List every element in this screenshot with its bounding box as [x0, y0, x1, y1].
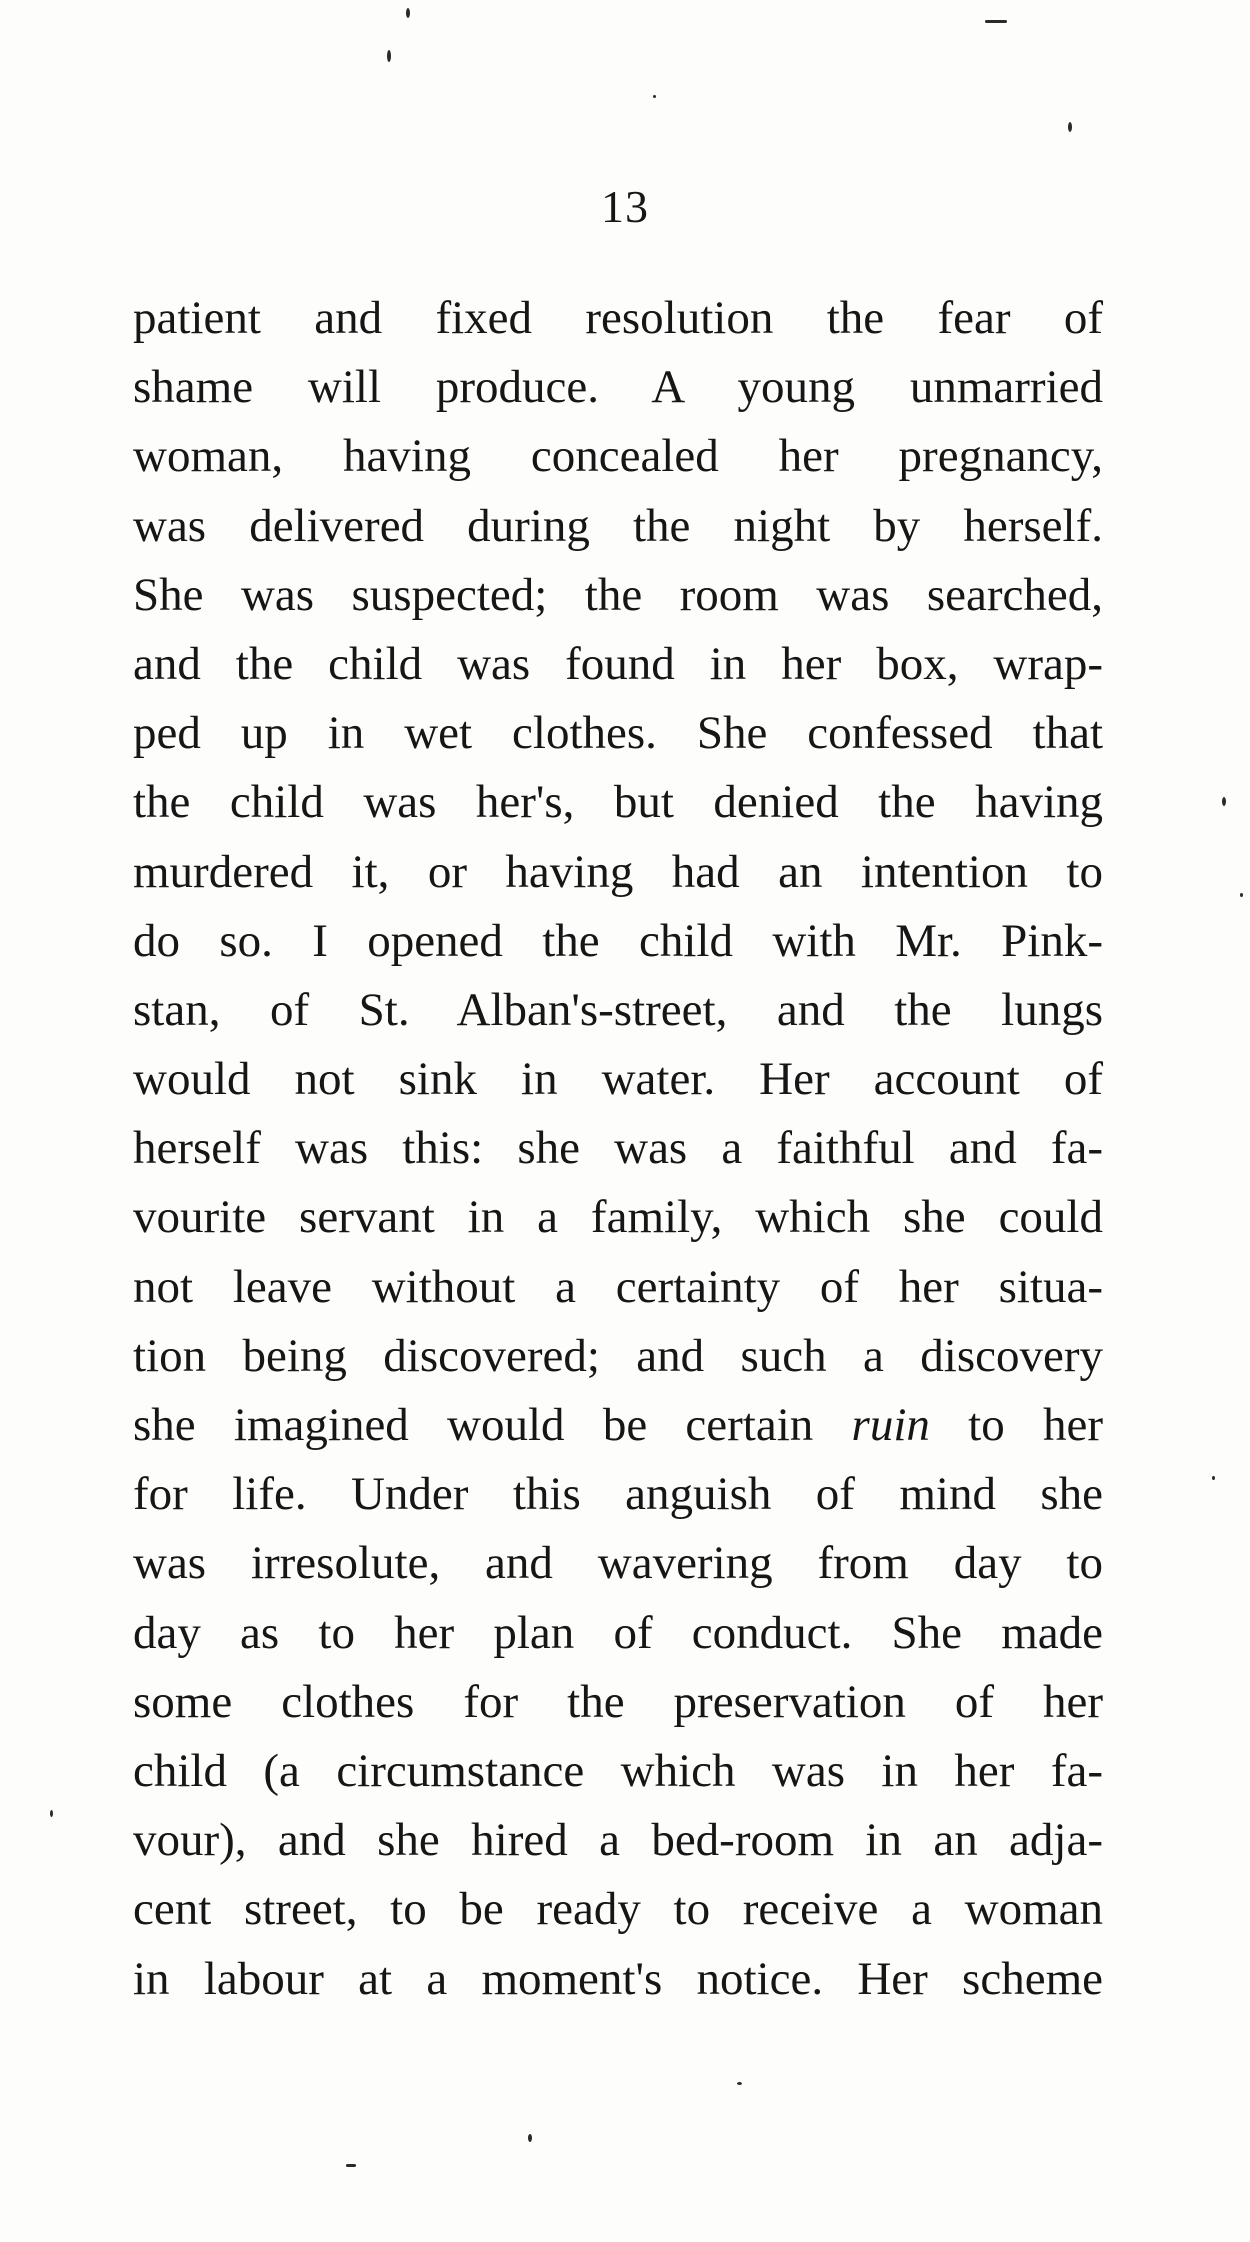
text-line: for life. Under this anguish of mind she [133, 1468, 1103, 1521]
text-line: murdered it, or having had an intention to [133, 845, 1103, 898]
text-line-with-italic [133, 1391, 1103, 1460]
italic-word: ruin [851, 1399, 930, 1451]
text-line: child (a circumstance which was in her fa- [133, 1744, 1103, 1797]
text-line: would not sink in water. Her account of [133, 1053, 1103, 1106]
text-line: was irresolute, and wavering from day to [133, 1537, 1103, 1590]
text-line: patient and fixed resolution the fear of [133, 292, 1103, 344]
paper-speck [1222, 797, 1226, 806]
body-text [133, 284, 1103, 2014]
text-line: ped up in wet clothes. She confessed that [133, 707, 1103, 760]
paper-speck [985, 20, 1007, 23]
paper-speck [1240, 893, 1243, 897]
text-line: herself was this: she was a faithful and fa- [133, 1122, 1103, 1175]
paper-speck [346, 2164, 356, 2167]
text-line: in labour at a moment's notice. Her scheme [133, 1952, 1103, 2005]
paper-speck [50, 1810, 53, 1817]
text-line: some clothes for the preservation of her [133, 1675, 1103, 1728]
text-line: was delivered during the night by herself. [133, 499, 1103, 552]
paper-speck [387, 50, 391, 62]
paper-speck [406, 8, 410, 18]
text-line: vour), and she hired a bed-room in an adja- [133, 1814, 1103, 1867]
text-line: She was suspected; the room was searched, [133, 568, 1103, 621]
text-segment: to her [929, 1399, 1103, 1451]
text-line: vourite servant in a family, which she could [133, 1191, 1103, 1244]
text-line: woman, having concealed her pregnancy, [133, 430, 1103, 483]
text-line: not leave without a certainty of her situa- [133, 1260, 1103, 1313]
text-line: tion being discovered; and such a discovery [133, 1329, 1103, 1382]
text-line: shame will produce. A young unmarried [133, 361, 1103, 414]
paper-speck [528, 2134, 532, 2142]
paper-speck [737, 2082, 742, 2085]
paper-speck [1068, 122, 1072, 132]
text-line: do so. I opened the child with Mr. Pink- [133, 914, 1103, 967]
text-line: stan, of St. Alban's-street, and the lungs [133, 983, 1103, 1036]
text-line: day as to her plan of conduct. She made [133, 1606, 1103, 1659]
text-line: the child was her's, but denied the having [133, 776, 1103, 829]
paper-speck [1212, 1476, 1215, 1480]
paper-speck [653, 95, 656, 98]
text-line: cent street, to be ready to receive a woman [133, 1883, 1103, 1936]
text-line: and the child was found in her box, wrap- [133, 637, 1103, 690]
page-number: 13 [601, 181, 649, 232]
text-segment: she imagined would be certain [133, 1399, 852, 1451]
